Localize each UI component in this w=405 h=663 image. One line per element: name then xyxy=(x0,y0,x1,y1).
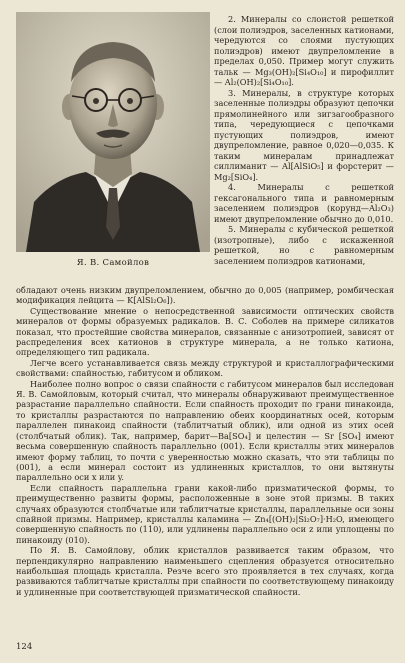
paragraph: Если спайность параллельна грани какой-либо призматической формы, то преимущественно развиты формы, расположенные в зоне этой призмы. В таких случаях образуются столбчатые или таблитчатые кристаллы, параллельные оси зоны спайной призмы. Например, кристаллы каламина — Zn₄[(OH)₂|Si₂O₇]·H₂O, имеющего совершенную спайность по (110), или удлинены параллельно оси z или уплощены по пинакоиду (010). xyxy=(16,482,394,545)
paragraph: Наиболее полно вопрос о связи спайности с габитусом минералов был исследован Я. В. Самойловым, который считал, что минералы обнаруживают преимущественное разрастание параллельно спайности. Если спайность проходит по грани пинакоида, то кристаллы разрастаются по направлению обеих координатных осей, которым параллелен пинакоид спайности (таблитчатый облик), или одной из этих осей (столбчатый облик). Так, например, барит—Ba[SO₄] и целестин — Sr [SO₄] имеют весьма совершенную спайность параллельно (001). Если кристаллы этих минералов имеют форму таблиц, то почти с уверенностью можно сказать, что эти таблицы по (001), а если минерал состоит из удлиненных кристаллов, то они вытянуты параллельно оси x или y. xyxy=(16,378,394,483)
paragraph: 4. Минералы с решеткой гексагонального типа и равномерным заселением полиэдров (корунд—Al₂O₃) имеют двупреломление обычно до 0,010. xyxy=(214,182,394,224)
paragraph: Легче всего устанавливается связь между структурой и кристаллографическими свойствами: спайностью, габитусом и обликом. xyxy=(16,357,394,379)
paragraph: По Я. В. Самойлову, облик кристаллов развивается таким образом, что перпендикулярно направлению наименьшего сцепления образуется относительно наибольшая площадь кристалла. Резче всего это проявляется в тех случаях, когда развиваются таблитчатые кристаллы при спайности по соответствующему пинакоиду и удлиненные при соответствующей призматической спайности. xyxy=(16,545,394,597)
paragraph: 3. Минералы, в структуре которых заселенные полиэдры образуют цепочки прямолинейного или зигзагообразного типа, чередующиеся с цепочками пустующих полиэдров, имеют двупреломление, равное 0,020—0,035. К таким минералам принадлежат силлиманит — Al[AlSiO₅] и форстерит — Mg₂[SiO₄]. xyxy=(214,87,394,182)
portrait-figure xyxy=(16,12,210,274)
paragraph: обладают очень низким двупреломлением, обычно до 0,005 (например, ромбическая модификация лейцита — K[AlSi₂O₆]). xyxy=(16,285,394,306)
portrait-caption: Я. В. Самойлов xyxy=(76,258,150,268)
paragraph: 2. Минералы со слоистой решеткой (слои полиэдров, заселенных катионами, чередуются со слоями пустующих полиэдров) имеют двупреломление в пределах 0,050. Пример могут служить тальк — Mg₃(OH)₂[Si₄O₁₀] и пирофиллит — Al₂(OH)₂[Si₄O₁₀]. xyxy=(214,14,394,87)
right-column-text xyxy=(214,14,394,266)
paragraph: Существование мнение о непосредственной зависимости оптических свойств минералов от формы образуемых радикалов. В. С. Соболев на примере силикатов показал, что простейшие свойства минералов, связанные с анизотропией, зависят от распределения всех катионов в структуре минерала, а не только катиона, определяющего тип радикала. xyxy=(16,305,394,358)
main-text xyxy=(16,285,394,597)
paragraph: 5. Минералы с кубической решеткой (изотропные), либо с искаженной решеткой, но с равномерным заселением полиэдров катионами, xyxy=(214,224,394,266)
portrait-photo xyxy=(16,12,210,252)
page-number: 124 xyxy=(16,642,33,652)
